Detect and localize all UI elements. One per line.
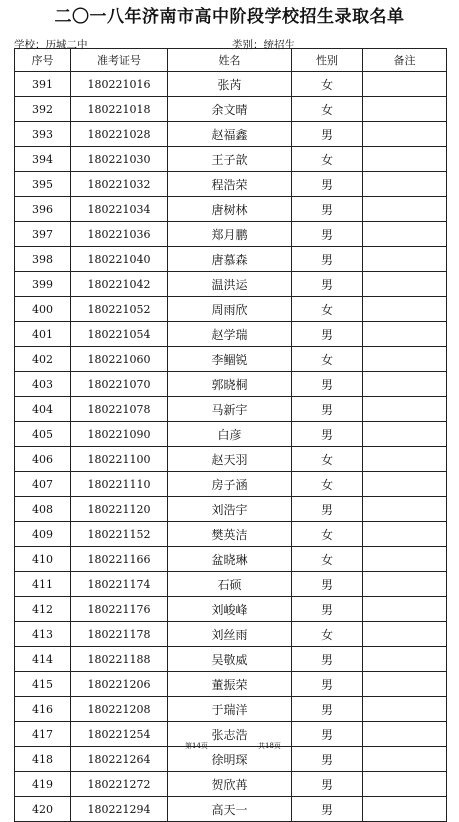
- note-cell: [363, 547, 447, 572]
- note-cell: [363, 797, 447, 822]
- note-cell: [363, 272, 447, 297]
- student-name-cell: 盆晓琳: [168, 547, 292, 572]
- gender-cell: 女: [292, 347, 363, 372]
- exam-id-cell: 180221054: [71, 322, 168, 347]
- gender-cell: 男: [292, 247, 363, 272]
- student-name-cell: 李鲴锐: [168, 347, 292, 372]
- note-cell: [363, 397, 447, 422]
- exam-id-cell: 180221188: [71, 647, 168, 672]
- note-cell: [363, 222, 447, 247]
- document-title: 二〇一八年济南市高中阶段学校招生录取名单: [54, 7, 405, 27]
- row-number-cell: 391: [15, 72, 71, 97]
- gender-cell: 男: [292, 322, 363, 347]
- student-name-cell: 于瑞洋: [168, 697, 292, 722]
- footer-page-number: 第14页: [185, 742, 208, 750]
- table-row: [15, 522, 447, 547]
- table-row: [15, 322, 447, 347]
- gender-cell: 男: [292, 272, 363, 297]
- note-cell: [363, 72, 447, 97]
- table-row: [15, 722, 447, 747]
- note-cell: [363, 122, 447, 147]
- student-name-cell: 马新宇: [168, 397, 292, 422]
- note-cell: [363, 697, 447, 722]
- table-row: [15, 247, 447, 272]
- student-name-cell: 唐慕森: [168, 247, 292, 272]
- table-row: [15, 97, 447, 122]
- table-header-row: [15, 49, 447, 72]
- exam-id-cell: 180221034: [71, 197, 168, 222]
- gender-cell: 男: [292, 697, 363, 722]
- student-name-cell: 郑月鹏: [168, 222, 292, 247]
- student-name-cell: 周雨欣: [168, 297, 292, 322]
- note-cell: [363, 647, 447, 672]
- table-row: [15, 547, 447, 572]
- table-row: [15, 747, 447, 772]
- category-label: 类别：统招生: [232, 39, 295, 51]
- note-cell: [363, 772, 447, 797]
- exam-id-cell: 180221032: [71, 172, 168, 197]
- table-row: [15, 222, 447, 247]
- exam-id-cell: 180221042: [71, 272, 168, 297]
- exam-id-cell: 180221070: [71, 372, 168, 397]
- exam-id-cell: 180221174: [71, 572, 168, 597]
- exam-id-cell: 180221078: [71, 397, 168, 422]
- exam-id-cell: 180221152: [71, 522, 168, 547]
- student-name-cell: 张志浩: [168, 722, 292, 747]
- table-row: [15, 622, 447, 647]
- gender-cell: 男: [292, 747, 363, 772]
- exam-id-cell: 180221090: [71, 422, 168, 447]
- student-name-cell: 郭晓桐: [168, 372, 292, 397]
- exam-id-cell: 180221272: [71, 772, 168, 797]
- note-cell: [363, 347, 447, 372]
- student-name-cell: 吴敬威: [168, 647, 292, 672]
- gender-cell: 男: [292, 422, 363, 447]
- header-note: 备注: [363, 49, 447, 72]
- exam-id-cell: 180221018: [71, 97, 168, 122]
- gender-cell: 女: [292, 447, 363, 472]
- gender-cell: 男: [292, 722, 363, 747]
- gender-cell: 男: [292, 647, 363, 672]
- table-row: [15, 72, 447, 97]
- table-row: [15, 122, 447, 147]
- row-number-cell: 403: [15, 372, 71, 397]
- row-number-cell: 394: [15, 147, 71, 172]
- table-row: [15, 197, 447, 222]
- table-row: [15, 597, 447, 622]
- exam-id-cell: 180221294: [71, 797, 168, 822]
- row-number-cell: 397: [15, 222, 71, 247]
- note-cell: [363, 747, 447, 772]
- gender-cell: 女: [292, 72, 363, 97]
- exam-id-cell: 180221120: [71, 497, 168, 522]
- table-row: [15, 147, 447, 172]
- exam-id-cell: 180221178: [71, 622, 168, 647]
- table-row: [15, 647, 447, 672]
- gender-cell: 男: [292, 672, 363, 697]
- note-cell: [363, 97, 447, 122]
- exam-id-cell: 180221052: [71, 297, 168, 322]
- footer-total-pages: 共18页: [258, 742, 281, 750]
- student-name-cell: 唐树林: [168, 197, 292, 222]
- row-number-cell: 393: [15, 122, 71, 147]
- row-number-cell: 400: [15, 297, 71, 322]
- row-number-cell: 396: [15, 197, 71, 222]
- gender-cell: 女: [292, 147, 363, 172]
- gender-cell: 男: [292, 172, 363, 197]
- note-cell: [363, 372, 447, 397]
- note-cell: [363, 722, 447, 747]
- student-name-cell: 刘峻峰: [168, 597, 292, 622]
- student-name-cell: 刘浩宇: [168, 497, 292, 522]
- exam-id-cell: 180221060: [71, 347, 168, 372]
- admission-table: [14, 48, 447, 822]
- note-cell: [363, 422, 447, 447]
- gender-cell: 男: [292, 797, 363, 822]
- header-gender: 性别: [292, 49, 363, 72]
- student-name-cell: 程浩荣: [168, 172, 292, 197]
- exam-id-cell: 180221036: [71, 222, 168, 247]
- exam-id-cell: 180221016: [71, 72, 168, 97]
- row-number-cell: 420: [15, 797, 71, 822]
- student-name-cell: 余文晴: [168, 97, 292, 122]
- table-row: [15, 572, 447, 597]
- row-number-cell: 409: [15, 522, 71, 547]
- row-number-cell: 414: [15, 647, 71, 672]
- note-cell: [363, 497, 447, 522]
- exam-id-cell: 180221254: [71, 722, 168, 747]
- row-number-cell: 398: [15, 247, 71, 272]
- note-cell: [363, 447, 447, 472]
- gender-cell: 男: [292, 222, 363, 247]
- table-row: [15, 772, 447, 797]
- exam-id-cell: 180221040: [71, 247, 168, 272]
- student-name-cell: 赵学瑞: [168, 322, 292, 347]
- gender-cell: 女: [292, 97, 363, 122]
- row-number-cell: 415: [15, 672, 71, 697]
- table-row: [15, 497, 447, 522]
- gender-cell: 男: [292, 597, 363, 622]
- row-number-cell: 395: [15, 172, 71, 197]
- note-cell: [363, 247, 447, 272]
- row-number-cell: 412: [15, 597, 71, 622]
- table-row: [15, 797, 447, 822]
- gender-cell: 女: [292, 522, 363, 547]
- student-name-cell: 高天一: [168, 797, 292, 822]
- exam-id-cell: 180221208: [71, 697, 168, 722]
- row-number-cell: 405: [15, 422, 71, 447]
- student-name-cell: 赵福鑫: [168, 122, 292, 147]
- note-cell: [363, 172, 447, 197]
- table-row: [15, 397, 447, 422]
- gender-cell: 男: [292, 397, 363, 422]
- table-row: [15, 172, 447, 197]
- exam-id-cell: 180221100: [71, 447, 168, 472]
- row-number-cell: 404: [15, 397, 71, 422]
- table-row: [15, 672, 447, 697]
- gender-cell: 女: [292, 297, 363, 322]
- student-name-cell: 贺欣苒: [168, 772, 292, 797]
- row-number-cell: 392: [15, 97, 71, 122]
- note-cell: [363, 197, 447, 222]
- gender-cell: 男: [292, 197, 363, 222]
- student-name-cell: 董振荣: [168, 672, 292, 697]
- row-number-cell: 416: [15, 697, 71, 722]
- gender-cell: 女: [292, 547, 363, 572]
- school-label: 学校：历城二中: [14, 39, 88, 51]
- student-name-cell: 石硕: [168, 572, 292, 597]
- note-cell: [363, 597, 447, 622]
- row-number-cell: 402: [15, 347, 71, 372]
- row-number-cell: 401: [15, 322, 71, 347]
- note-cell: [363, 297, 447, 322]
- row-number-cell: 417: [15, 722, 71, 747]
- row-number-cell: 399: [15, 272, 71, 297]
- table-row: [15, 297, 447, 322]
- table-row: [15, 697, 447, 722]
- table-row: [15, 272, 447, 297]
- note-cell: [363, 622, 447, 647]
- table-row: [15, 372, 447, 397]
- note-cell: [363, 672, 447, 697]
- table-row: [15, 422, 447, 447]
- note-cell: [363, 322, 447, 347]
- row-number-cell: 410: [15, 547, 71, 572]
- student-name-cell: 房子涵: [168, 472, 292, 497]
- note-cell: [363, 472, 447, 497]
- row-number-cell: 406: [15, 447, 71, 472]
- student-name-cell: 樊英洁: [168, 522, 292, 547]
- student-name-cell: 温洪运: [168, 272, 292, 297]
- student-name-cell: 王子歆: [168, 147, 292, 172]
- row-number-cell: 413: [15, 622, 71, 647]
- exam-id-cell: 180221110: [71, 472, 168, 497]
- header-name: 姓名: [168, 49, 292, 72]
- gender-cell: 女: [292, 472, 363, 497]
- gender-cell: 男: [292, 572, 363, 597]
- student-name-cell: 张芮: [168, 72, 292, 97]
- exam-id-cell: 180221028: [71, 122, 168, 147]
- exam-id-cell: 180221166: [71, 547, 168, 572]
- student-name-cell: 白彦: [168, 422, 292, 447]
- header-no: 序号: [15, 49, 71, 72]
- header-exam-id: 准考证号: [71, 49, 168, 72]
- note-cell: [363, 147, 447, 172]
- table-row: [15, 447, 447, 472]
- note-cell: [363, 522, 447, 547]
- exam-id-cell: 180221030: [71, 147, 168, 172]
- gender-cell: 男: [292, 772, 363, 797]
- exam-id-cell: 180221176: [71, 597, 168, 622]
- exam-id-cell: 180221264: [71, 747, 168, 772]
- gender-cell: 男: [292, 372, 363, 397]
- gender-cell: 女: [292, 622, 363, 647]
- row-number-cell: 411: [15, 572, 71, 597]
- table-row: [15, 347, 447, 372]
- student-name-cell: 赵天羽: [168, 447, 292, 472]
- row-number-cell: 407: [15, 472, 71, 497]
- gender-cell: 男: [292, 497, 363, 522]
- table-row: [15, 472, 447, 497]
- note-cell: [363, 572, 447, 597]
- row-number-cell: 419: [15, 772, 71, 797]
- gender-cell: 男: [292, 122, 363, 147]
- row-number-cell: 408: [15, 497, 71, 522]
- student-name-cell: 刘丝雨: [168, 622, 292, 647]
- student-name-cell: 徐明琛: [168, 747, 292, 772]
- row-number-cell: 418: [15, 747, 71, 772]
- exam-id-cell: 180221206: [71, 672, 168, 697]
